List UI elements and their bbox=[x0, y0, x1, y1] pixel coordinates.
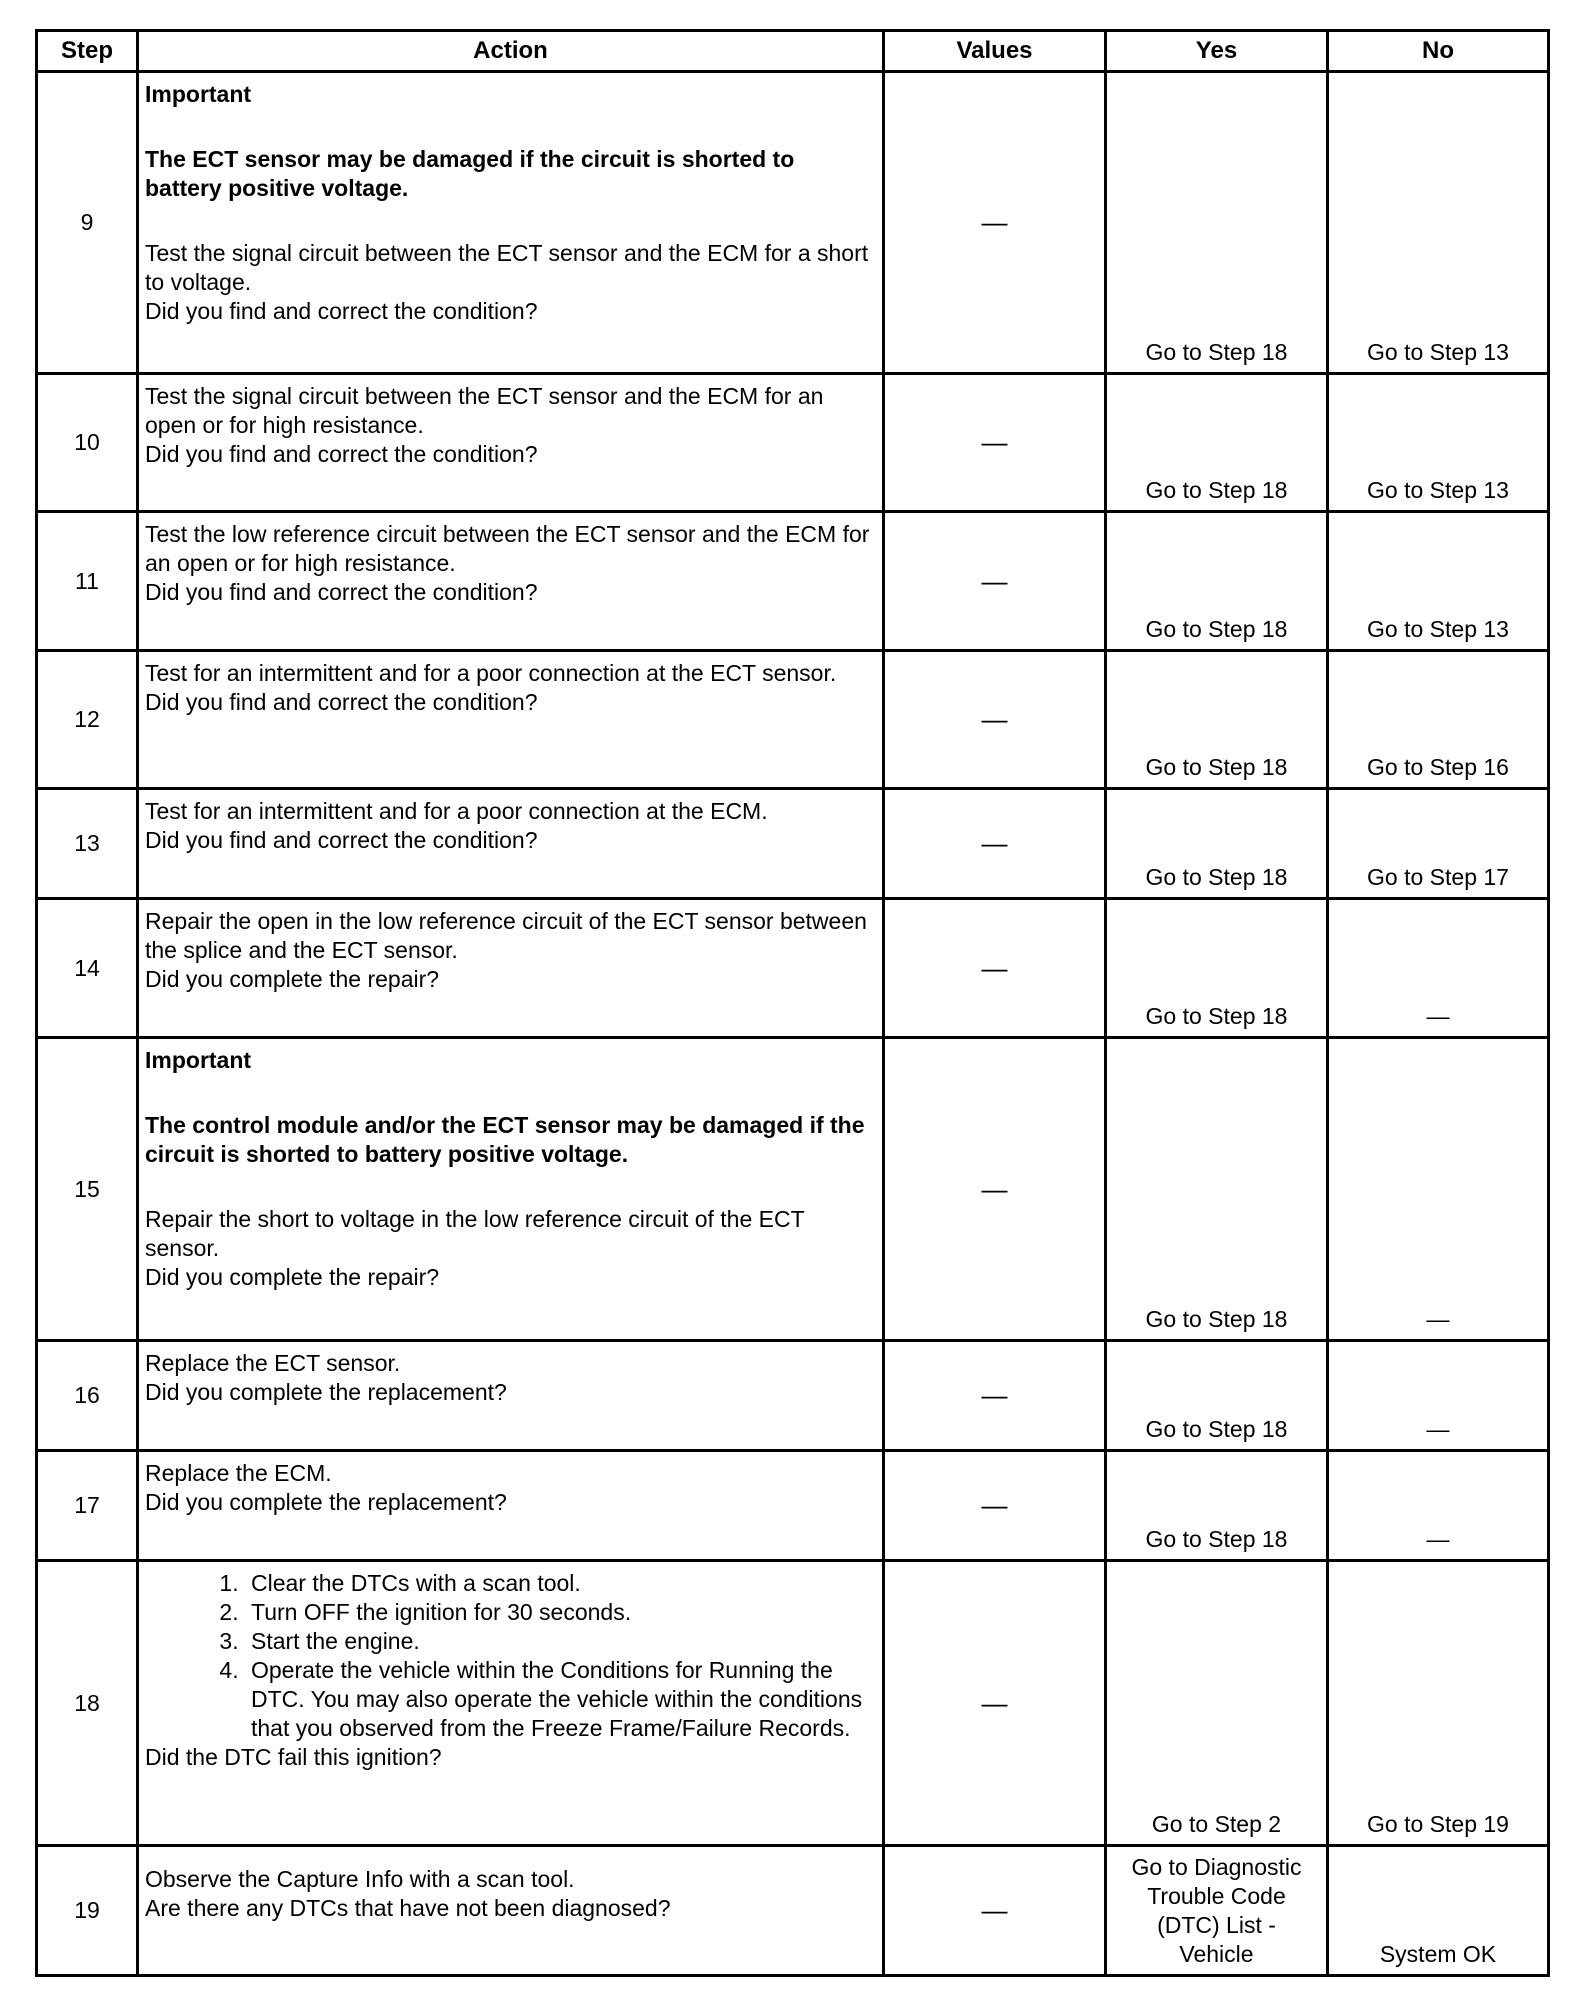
values-cell: — bbox=[884, 72, 1106, 374]
yes-outcome: Go to Step 18 bbox=[1106, 1451, 1328, 1561]
yes-outcome: Go to Step 18 bbox=[1106, 374, 1328, 512]
important-label: Important bbox=[145, 81, 252, 107]
question-text: Did you find and correct the condition? bbox=[145, 298, 538, 324]
diagnostic-table bbox=[35, 29, 1550, 1977]
table-row bbox=[37, 1451, 1549, 1561]
step-number: 18 bbox=[37, 1561, 138, 1846]
yes-outcome: Go to Step 2 bbox=[1106, 1561, 1328, 1846]
question-text: Did you find and correct the condition? bbox=[145, 441, 538, 467]
instruction-text: Test the low reference circuit between the ECT sensor and the ECM for an open or for high resistance. bbox=[145, 521, 870, 576]
question-text: Are there any DTCs that have not been diagnosed? bbox=[145, 1895, 671, 1921]
instruction-text: Replace the ECT sensor. bbox=[145, 1350, 401, 1376]
action-cell bbox=[138, 374, 884, 512]
action-cell bbox=[138, 1038, 884, 1341]
instruction-text: Observe the Capture Info with a scan tool. bbox=[145, 1866, 575, 1892]
header-row bbox=[37, 31, 1549, 72]
yes-outcome: Go to Step 18 bbox=[1106, 1341, 1328, 1451]
no-outcome: Go to Step 13 bbox=[1328, 72, 1549, 374]
header-step: Step bbox=[37, 31, 138, 72]
list-item: 3. Start the engine. bbox=[245, 1627, 876, 1656]
list-item: 4. Operate the vehicle within the Conditions for Running the DTC. You may also operate the vehicle within the conditions that you observed from the Freeze Frame/Failure Records. bbox=[245, 1656, 876, 1743]
action-cell bbox=[138, 72, 884, 374]
values-cell: — bbox=[884, 899, 1106, 1038]
warning-text: The control module and/or the ECT sensor may be damaged if the circuit is shorted to battery positive voltage. bbox=[145, 1112, 865, 1167]
values-cell: — bbox=[884, 374, 1106, 512]
values-cell: — bbox=[884, 1846, 1106, 1976]
values-cell: — bbox=[884, 1038, 1106, 1341]
action-cell bbox=[138, 651, 884, 789]
yes-outcome: Go to Step 18 bbox=[1106, 512, 1328, 651]
yes-outcome: Go to Diagnostic Trouble Code (DTC) List - Vehicle bbox=[1106, 1846, 1328, 1976]
values-cell: — bbox=[884, 1341, 1106, 1451]
question-text: Did you complete the replacement? bbox=[145, 1489, 507, 1515]
yes-outcome: Go to Step 18 bbox=[1106, 789, 1328, 899]
instruction-text: Test for an intermittent and for a poor connection at the ECM. bbox=[145, 798, 768, 824]
step-number: 12 bbox=[37, 651, 138, 789]
action-cell bbox=[138, 899, 884, 1038]
yes-outcome: Go to Step 18 bbox=[1106, 899, 1328, 1038]
step-number: 19 bbox=[37, 1846, 138, 1976]
table-row bbox=[37, 651, 1549, 789]
no-outcome: Go to Step 13 bbox=[1328, 512, 1549, 651]
header-action: Action bbox=[138, 31, 884, 72]
step-number: 16 bbox=[37, 1341, 138, 1451]
no-outcome: System OK bbox=[1328, 1846, 1549, 1976]
instruction-text: Repair the open in the low reference circuit of the ECT sensor between the splice and the ECT sensor. bbox=[145, 908, 867, 963]
no-outcome: Go to Step 19 bbox=[1328, 1561, 1549, 1846]
table-row bbox=[37, 1038, 1549, 1341]
important-label: Important bbox=[145, 1047, 252, 1073]
no-outcome: — bbox=[1328, 899, 1549, 1038]
question-text: Did you find and correct the condition? bbox=[145, 827, 538, 853]
table-row bbox=[37, 1561, 1549, 1846]
action-cell bbox=[138, 1846, 884, 1976]
no-outcome: Go to Step 13 bbox=[1328, 374, 1549, 512]
step-number: 10 bbox=[37, 374, 138, 512]
instruction-text: Test for an intermittent and for a poor connection at the ECT sensor. bbox=[145, 660, 837, 686]
action-cell bbox=[138, 789, 884, 899]
no-outcome: Go to Step 17 bbox=[1328, 789, 1549, 899]
instruction-text: Test the signal circuit between the ECT sensor and the ECM for an open or for high resistance. bbox=[145, 383, 824, 438]
values-cell: — bbox=[884, 789, 1106, 899]
action-cell bbox=[138, 512, 884, 651]
yes-outcome: Go to Step 18 bbox=[1106, 72, 1328, 374]
header-values: Values bbox=[884, 31, 1106, 72]
table-row bbox=[37, 512, 1549, 651]
procedure-list bbox=[145, 1569, 876, 1743]
values-cell: — bbox=[884, 1451, 1106, 1561]
values-cell: — bbox=[884, 651, 1106, 789]
no-outcome: — bbox=[1328, 1451, 1549, 1561]
values-cell: — bbox=[884, 512, 1106, 651]
step-number: 13 bbox=[37, 789, 138, 899]
warning-text: The ECT sensor may be damaged if the circuit is shorted to battery positive voltage. bbox=[145, 146, 795, 201]
list-item: 2. Turn OFF the ignition for 30 seconds. bbox=[245, 1598, 876, 1627]
table-row bbox=[37, 899, 1549, 1038]
question-text: Did you complete the repair? bbox=[145, 966, 440, 992]
step-number: 9 bbox=[37, 72, 138, 374]
question-text: Did you complete the repair? bbox=[145, 1264, 440, 1290]
question-text: Did the DTC fail this ignition? bbox=[145, 1744, 442, 1770]
action-cell bbox=[138, 1341, 884, 1451]
header-no: No bbox=[1328, 31, 1549, 72]
question-text: Did you find and correct the condition? bbox=[145, 579, 538, 605]
instruction-text: Replace the ECM. bbox=[145, 1460, 332, 1486]
table-row bbox=[37, 374, 1549, 512]
yes-outcome: Go to Step 18 bbox=[1106, 1038, 1328, 1341]
action-cell bbox=[138, 1451, 884, 1561]
list-item: 1. Clear the DTCs with a scan tool. bbox=[245, 1569, 876, 1598]
step-number: 17 bbox=[37, 1451, 138, 1561]
step-number: 15 bbox=[37, 1038, 138, 1341]
step-number: 14 bbox=[37, 899, 138, 1038]
instruction-text: Repair the short to voltage in the low reference circuit of the ECT sensor. bbox=[145, 1206, 805, 1261]
header-yes: Yes bbox=[1106, 31, 1328, 72]
no-outcome: — bbox=[1328, 1341, 1549, 1451]
yes-outcome: Go to Step 18 bbox=[1106, 651, 1328, 789]
table-row bbox=[37, 72, 1549, 374]
table-row bbox=[37, 1341, 1549, 1451]
action-cell bbox=[138, 1561, 884, 1846]
table-row bbox=[37, 789, 1549, 899]
table-row bbox=[37, 1846, 1549, 1976]
instruction-text: Test the signal circuit between the ECT sensor and the ECM for a short to voltage. bbox=[145, 240, 869, 295]
no-outcome: Go to Step 16 bbox=[1328, 651, 1549, 789]
step-number: 11 bbox=[37, 512, 138, 651]
question-text: Did you complete the replacement? bbox=[145, 1379, 507, 1405]
values-cell: — bbox=[884, 1561, 1106, 1846]
no-outcome: — bbox=[1328, 1038, 1549, 1341]
question-text: Did you find and correct the condition? bbox=[145, 689, 538, 715]
